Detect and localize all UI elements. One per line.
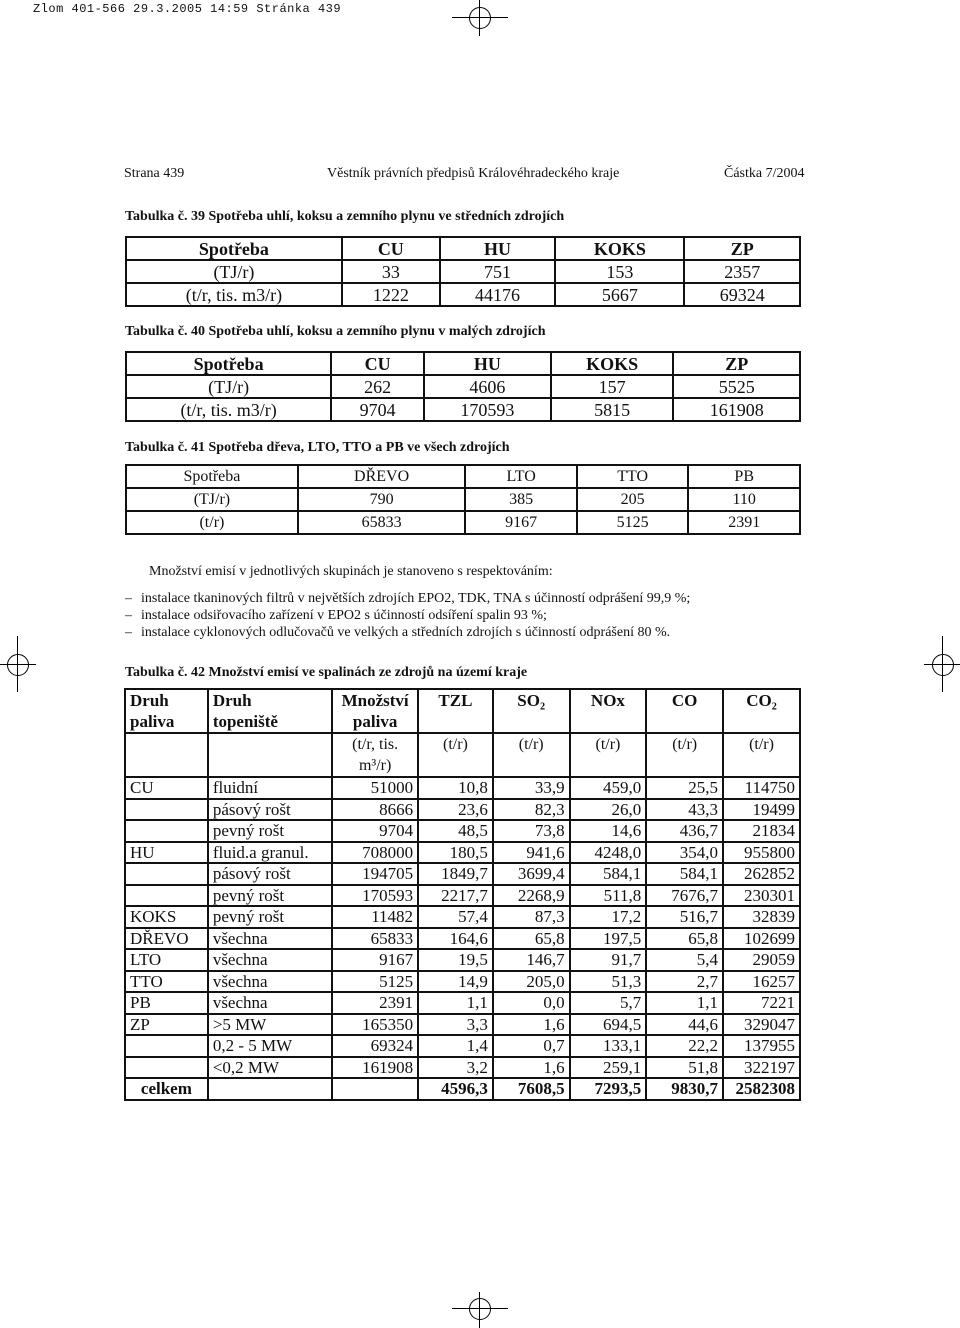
table-cell: 584,1: [646, 863, 723, 885]
table-cell: 5125: [577, 511, 689, 534]
table-cell: 1,4: [418, 1035, 493, 1057]
header-issue: Částka 7/2004: [724, 166, 805, 181]
table-cell: 26,0: [570, 799, 647, 821]
table41-caption: Tabulka č. 41 Spotřeba dřeva, LTO, TTO a PB ve všech zdrojích: [125, 440, 510, 455]
table-cell: Spotřeba: [126, 465, 298, 488]
table-cell: 51000: [332, 777, 418, 799]
table-cell: 511,8: [570, 885, 647, 907]
table-cell: 25,5: [646, 777, 723, 799]
table-cell: 584,1: [570, 863, 647, 885]
table-cell: HU: [440, 237, 555, 260]
table-cell: SO₂: [493, 689, 570, 733]
table-cell: 2268,9: [493, 885, 570, 907]
table-cell: 157: [551, 375, 674, 398]
table40: [125, 351, 801, 422]
table-cell: 7221: [723, 992, 800, 1014]
table-cell: pevný rošt: [208, 906, 332, 928]
table-cell: pásový rošt: [208, 799, 332, 821]
table-cell: TTO: [577, 465, 689, 488]
table-cell: 161908: [673, 398, 800, 421]
list-item-text: instalace cyklonových odlučovačů ve velkých a středních zdrojích s účinností odprášení 80 %.: [141, 625, 671, 640]
table-cell: LTO: [465, 465, 577, 488]
list-item-text: instalace odsiřovacího zařízení v EPO2 s účinností odsíření spalin 93 %;: [141, 608, 547, 623]
table-cell: 1222: [342, 283, 440, 306]
table-cell: 955800: [723, 842, 800, 864]
table-cell: 69324: [332, 1035, 418, 1057]
table-cell: (t/r): [493, 733, 570, 777]
list-item-text: instalace tkaninových filtrů v největších zdrojích EPO2, TDK, TNA s účinností odprášení 99,9 %;: [141, 591, 691, 606]
table-cell: 329047: [723, 1014, 800, 1036]
table-cell: 65,8: [646, 928, 723, 950]
table-total-row: [125, 1078, 800, 1100]
table-cell: 0,2 - 5 MW: [208, 1035, 332, 1057]
table-cell: 137955: [723, 1035, 800, 1057]
table39: [125, 236, 801, 307]
table-cell: 516,7: [646, 906, 723, 928]
table-cell: 7676,7: [646, 885, 723, 907]
table-cell: 708000: [332, 842, 418, 864]
table-cell: 114750: [723, 777, 800, 799]
table-row: [125, 842, 800, 864]
table-cell: 11482: [332, 906, 418, 928]
table-cell: fluidní: [208, 777, 332, 799]
table-cell: ZP: [125, 1014, 208, 1036]
table-cell: 5667: [555, 283, 684, 306]
table-cell: 354,0: [646, 842, 723, 864]
table-cell: ZP: [673, 352, 800, 375]
table-cell: (t/r): [723, 733, 800, 777]
table-cell: 694,5: [570, 1014, 647, 1036]
table-cell: 153: [555, 260, 684, 283]
table-cell: [208, 733, 332, 777]
table-cell: (t/r): [126, 511, 298, 534]
table-cell: 19499: [723, 799, 800, 821]
header-line: paliva: [130, 712, 175, 731]
table-cell: 170593: [332, 885, 418, 907]
table-cell: 7608,5: [493, 1078, 570, 1100]
table-cell: (t/r): [570, 733, 647, 777]
table-cell: CO: [646, 689, 723, 733]
table-cell: [125, 799, 208, 821]
table41: [125, 464, 801, 535]
table-cell: 8666: [332, 799, 418, 821]
table39-caption: Tabulka č. 39 Spotřeba uhlí, koksu a zemního plynu ve středních zdrojích: [125, 209, 565, 224]
table-cell: 51,3: [570, 971, 647, 993]
table-cell: 4606: [424, 375, 551, 398]
table-cell: DŘEVO: [125, 928, 208, 950]
table-cell: 3699,4: [493, 863, 570, 885]
table-row: [126, 375, 800, 398]
table-cell: 2357: [684, 260, 800, 283]
table-cell: 44176: [440, 283, 555, 306]
table-cell: 459,0: [570, 777, 647, 799]
table-cell: (t/r, tis. m3/r): [126, 398, 331, 421]
table-cell: 87,3: [493, 906, 570, 928]
table-cell: [332, 733, 418, 777]
table-cell: 180,5: [418, 842, 493, 864]
table-cell: 32839: [723, 906, 800, 928]
table-cell: 751: [440, 260, 555, 283]
table-row: [125, 928, 800, 950]
table-cell: 22,2: [646, 1035, 723, 1057]
table-cell: 73,8: [493, 820, 570, 842]
table-cell: [332, 689, 418, 733]
table-cell: 205,0: [493, 971, 570, 993]
table-row: [125, 1057, 800, 1079]
table-cell: (t/r): [646, 733, 723, 777]
table-cell: 2217,7: [418, 885, 493, 907]
table-cell: [208, 689, 332, 733]
table-cell: 194705: [332, 863, 418, 885]
table-cell: 3,3: [418, 1014, 493, 1036]
intro-paragraph: Množství emisí v jednotlivých skupinách je stanoveno s respektováním:: [149, 564, 553, 579]
table-row: [126, 283, 800, 306]
table-cell: 69324: [684, 283, 800, 306]
table-cell: 29059: [723, 949, 800, 971]
table-row: [125, 820, 800, 842]
table-cell: 5125: [332, 971, 418, 993]
table-cell: [125, 733, 208, 777]
table-cell: ZP: [684, 237, 800, 260]
table-cell: NOx: [570, 689, 647, 733]
table-cell: pásový rošt: [208, 863, 332, 885]
table-cell: 1,6: [493, 1014, 570, 1036]
table-row: [126, 511, 800, 534]
table42-caption: Tabulka č. 42 Množství emisí ve spalinách ze zdrojů na území kraje: [125, 665, 528, 680]
table-header-row: [125, 689, 800, 733]
table-cell: 790: [298, 488, 466, 511]
table-cell: 170593: [424, 398, 551, 421]
table-cell: 102699: [723, 928, 800, 950]
table-cell: 9830,7: [646, 1078, 723, 1100]
table-cell: 2391: [688, 511, 800, 534]
header-line: (t/r, tis.: [352, 736, 399, 753]
table-cell: 7293,5: [570, 1078, 647, 1100]
table40-caption: Tabulka č. 40 Spotřeba uhlí, koksu a zemního plynu v malých zdrojích: [125, 324, 546, 339]
list-item: – instalace odsiřovacího zařízení v EPO2 s účinností odsíření spalin 93 %;: [125, 608, 547, 623]
table-cell: fluid.a granul.: [208, 842, 332, 864]
table-cell: 9704: [332, 820, 418, 842]
list-item: – instalace tkaninových filtrů v největších zdrojích EPO2, TDK, TNA s účinností odprášení 99,9 %;: [125, 591, 691, 606]
table-cell: CU: [342, 237, 440, 260]
table-cell: 23,6: [418, 799, 493, 821]
table-cell: 17,2: [570, 906, 647, 928]
table-cell: [125, 689, 208, 733]
table-cell: 1849,7: [418, 863, 493, 885]
table-cell: TTO: [125, 971, 208, 993]
table-cell: celkem: [125, 1078, 208, 1100]
table-cell: KOKS: [555, 237, 684, 260]
table-cell: 14,6: [570, 820, 647, 842]
table-cell: DŘEVO: [298, 465, 466, 488]
table-cell: 5525: [673, 375, 800, 398]
table-row: [125, 885, 800, 907]
table-cell: 262: [331, 375, 424, 398]
table-header-row: [126, 352, 800, 375]
table-cell: 33: [342, 260, 440, 283]
table-cell: 2391: [332, 992, 418, 1014]
table-cell: 1,1: [418, 992, 493, 1014]
table-cell: HU: [125, 842, 208, 864]
table-row: [125, 971, 800, 993]
table-row: [126, 488, 800, 511]
table-cell: 5815: [551, 398, 674, 421]
table-cell: 2582308: [723, 1078, 800, 1100]
table-cell: [125, 885, 208, 907]
table-cell: (TJ/r): [126, 260, 342, 283]
table-cell: PB: [125, 992, 208, 1014]
table-cell: 48,5: [418, 820, 493, 842]
table-cell: 259,1: [570, 1057, 647, 1079]
table-cell: 0,0: [493, 992, 570, 1014]
header-line: Množství: [341, 691, 409, 710]
table-cell: 941,6: [493, 842, 570, 864]
table-row: [125, 1035, 800, 1057]
table-cell: 0,7: [493, 1035, 570, 1057]
header-line: m³/r): [358, 757, 392, 774]
table-cell: (t/r, tis. m3/r): [126, 283, 342, 306]
list-item: – instalace cyklonových odlučovačů ve velkých a středních zdrojích s účinností odprášení 80 %.: [125, 625, 671, 640]
table-cell: TZL: [418, 689, 493, 733]
table-cell: <0,2 MW: [208, 1057, 332, 1079]
table-cell: všechna: [208, 928, 332, 950]
header-title: Věstník právních předpisů Královéhradeckého kraje: [327, 166, 620, 181]
table-cell: CU: [331, 352, 424, 375]
bullet-list: [125, 590, 690, 641]
table-cell: [208, 1078, 332, 1100]
table-cell: všechna: [208, 971, 332, 993]
table-header-row: [126, 237, 800, 260]
table-cell: 2,7: [646, 971, 723, 993]
table-cell: (TJ/r): [126, 375, 331, 398]
table-cell: (t/r): [418, 733, 493, 777]
table-cell: 1,1: [646, 992, 723, 1014]
table-cell: 10,8: [418, 777, 493, 799]
table-cell: 262852: [723, 863, 800, 885]
table-cell: 164,6: [418, 928, 493, 950]
table-cell: 51,8: [646, 1057, 723, 1079]
table-cell: pevný rošt: [208, 885, 332, 907]
table-cell: [125, 1057, 208, 1079]
table-cell: 230301: [723, 885, 800, 907]
table-cell: 21834: [723, 820, 800, 842]
header-line: Druh: [212, 691, 252, 710]
header-page: Strana 439: [124, 166, 185, 181]
table-cell: všechna: [208, 992, 332, 1014]
table42-body: [125, 777, 800, 1078]
table-row: [125, 992, 800, 1014]
table-cell: (TJ/r): [126, 488, 298, 511]
table-cell: 57,4: [418, 906, 493, 928]
table-row: [125, 799, 800, 821]
table-row: [125, 906, 800, 928]
table-cell: KOKS: [551, 352, 674, 375]
table-cell: 436,7: [646, 820, 723, 842]
table-row: [126, 260, 800, 283]
table-cell: 5,4: [646, 949, 723, 971]
table-cell: [332, 1078, 418, 1100]
table-row: [125, 863, 800, 885]
table-cell: 165350: [332, 1014, 418, 1036]
table-cell: 9704: [331, 398, 424, 421]
table-cell: Spotřeba: [126, 237, 342, 260]
table-cell: [125, 820, 208, 842]
table-cell: Spotřeba: [126, 352, 331, 375]
table-cell: 65,8: [493, 928, 570, 950]
table-cell: 146,7: [493, 949, 570, 971]
table-cell: KOKS: [125, 906, 208, 928]
table-cell: 5,7: [570, 992, 647, 1014]
table-cell: 9167: [465, 511, 577, 534]
header-line: paliva: [352, 712, 398, 731]
table-cell: LTO: [125, 949, 208, 971]
table-cell: 43,3: [646, 799, 723, 821]
table-row: [126, 398, 800, 421]
table-cell: 110: [688, 488, 800, 511]
table-row: [125, 1014, 800, 1036]
table-cell: 82,3: [493, 799, 570, 821]
table-cell: 65833: [298, 511, 466, 534]
table-cell: 9167: [332, 949, 418, 971]
table-cell: PB: [688, 465, 800, 488]
header-line: topeniště: [212, 712, 278, 731]
table-cell: pevný rošt: [208, 820, 332, 842]
table-cell: [125, 863, 208, 885]
table-cell: CU: [125, 777, 208, 799]
table-cell: CO₂: [723, 689, 800, 733]
table-cell: 1,6: [493, 1057, 570, 1079]
table-cell: 44,6: [646, 1014, 723, 1036]
print-slug: Zlom 401-566 29.3.2005 14:59 Stránka 439: [33, 2, 342, 16]
table-cell: 205: [577, 488, 689, 511]
table-cell: >5 MW: [208, 1014, 332, 1036]
table-cell: 197,5: [570, 928, 647, 950]
table-cell: 161908: [332, 1057, 418, 1079]
table-units-row: [125, 733, 800, 777]
table-cell: 65833: [332, 928, 418, 950]
table-cell: 385: [465, 488, 577, 511]
table-row: [125, 777, 800, 799]
table-cell: 322197: [723, 1057, 800, 1079]
table-cell: 4596,3: [418, 1078, 493, 1100]
table-cell: HU: [424, 352, 551, 375]
table-cell: všechna: [208, 949, 332, 971]
table42: [124, 688, 801, 1101]
table-cell: 4248,0: [570, 842, 647, 864]
table-header-row: [126, 465, 800, 488]
table-cell: 33,9: [493, 777, 570, 799]
table-cell: 19,5: [418, 949, 493, 971]
table-cell: 16257: [723, 971, 800, 993]
table-cell: 133,1: [570, 1035, 647, 1057]
table-cell: 3,2: [418, 1057, 493, 1079]
table-cell: 14,9: [418, 971, 493, 993]
table-row: [125, 949, 800, 971]
header-line: Druh: [130, 691, 169, 710]
table-cell: [125, 1035, 208, 1057]
table-cell: 91,7: [570, 949, 647, 971]
